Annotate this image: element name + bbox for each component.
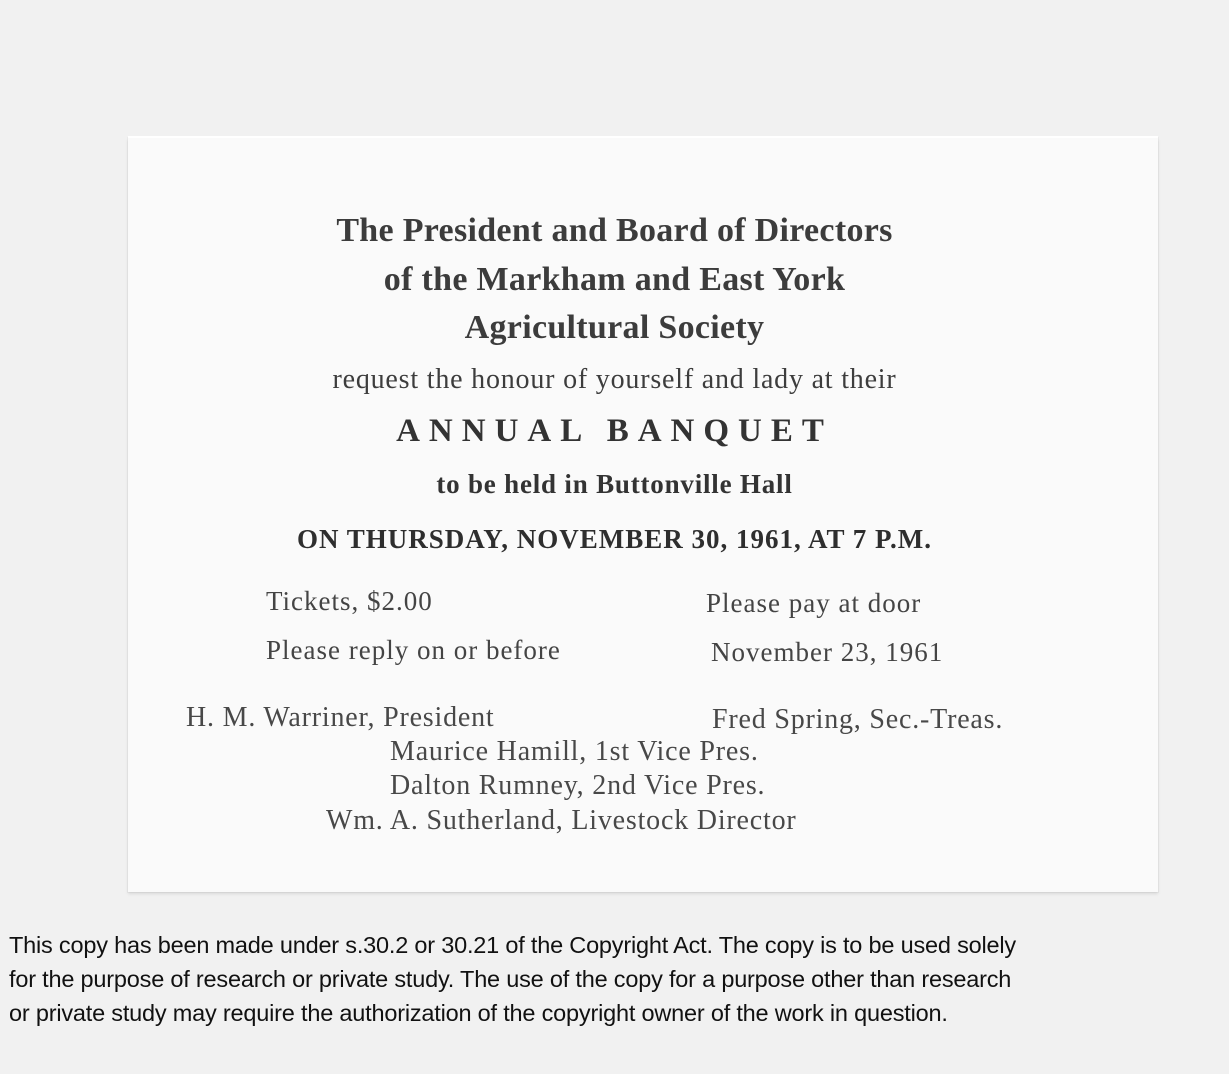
venue-line: to be held in Buttonville Hall [436,469,793,499]
heading-line-1: The President and Board of Directors [336,212,893,249]
officer-president: H. M. Warriner, President [186,702,495,733]
officer-secretary: Fred Spring, Sec.-Treas. [712,704,1004,735]
copyright-notice [9,928,1224,1030]
copyright-notice-line: This copy has been made under s.30.2 or 30.21 of the Copyright Act. The copy is to be used solely [9,932,1016,958]
date-line: ON THURSDAY, NOVEMBER 30, 1961, AT 7 P.M. [296,524,933,554]
officer-vice-1: Maurice Hamill, 1st Vice Pres. [390,736,759,767]
payment-note: Please pay at door [706,588,922,618]
request-line: request the honour of yourself and lady at their [332,364,897,395]
officer-livestock: Wm. A. Sutherland, Livestock Director [326,805,797,836]
reply-date: November 23, 1961 [711,637,944,667]
reply-label: Please reply on or before [266,635,561,665]
copyright-notice-line: or private study may require the authorization of the copyright owner of the work in question. [9,1000,948,1026]
tickets-price: Tickets, $2.00 [266,586,433,616]
copyright-notice-line: for the purpose of research or private study. The use of the copy for a purpose other than research [9,966,1012,992]
heading-line-3: Agricultural Society [464,309,765,346]
officer-vice-2: Dalton Rumney, 2nd Vice Pres. [390,770,766,801]
event-title: ANNUAL BANQUET [396,413,833,449]
heading-line-2: of the Markham and East York [383,261,846,298]
